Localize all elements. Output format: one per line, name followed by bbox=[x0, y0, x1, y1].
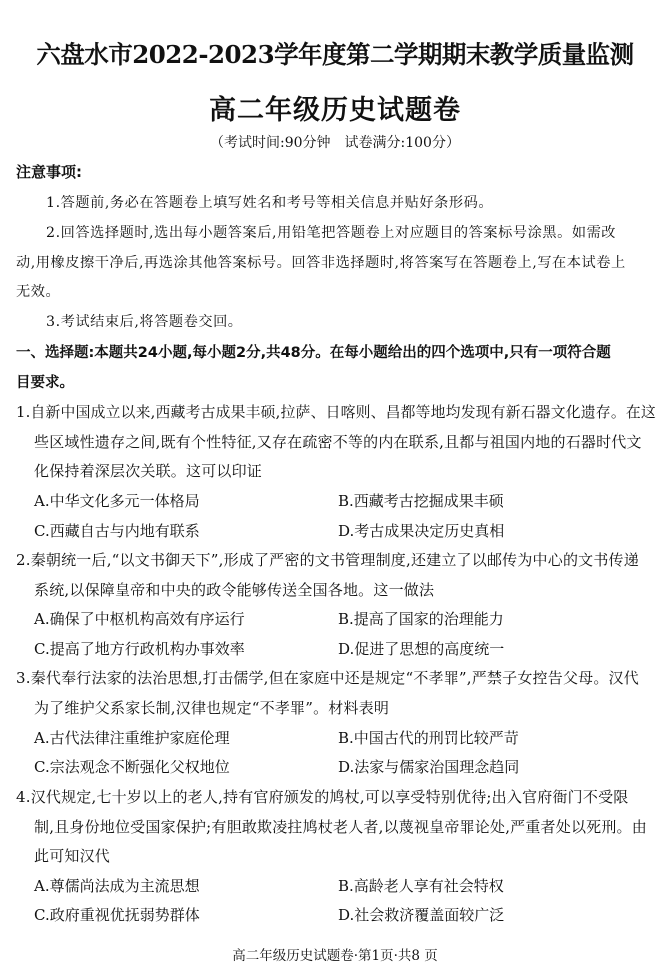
page-footer: 高二年级历史试题卷·第1页·共8 页 bbox=[232, 948, 438, 964]
exam-subtitle: 高二年级历史试题卷 bbox=[209, 95, 461, 126]
question-2-stem-line2: 系统,以保障皇帝和中央的政令能够传送全国各地。这一做法 bbox=[34, 581, 435, 599]
notes-heading: 注意事项: bbox=[16, 163, 82, 181]
question-4-stem-line2: 制,且身份地位受国家保护;有胆敢欺凌拄鸠杖老人者,以蔑视皇帝罪论处,严重者处以死刑。由 bbox=[34, 818, 647, 836]
question-4-option-c: C.政府重视优抚弱势群体 bbox=[34, 906, 200, 924]
note-1: 1.答题前,务必在答题卷上填写姓名和考号等相关信息并贴好条形码。 bbox=[46, 195, 494, 211]
question-4-option-d: D.社会救济覆盖面较广泛 bbox=[338, 906, 505, 924]
question-4-stem: 4.汉代规定,七十岁以上的老人,持有官府颁发的鸠杖,可以享受特别优待;出入官府衙门不受限 bbox=[16, 788, 629, 806]
question-2-stem: 2.秦朝统一后,“以文书御天下”,形成了严密的文书管理制度,还建立了以邮传为中心的文书传递 bbox=[16, 551, 639, 569]
section-heading: 一、选择题:本题共24小题,每小题2分,共48分。在每小题给出的四个选项中,只有一项符合题 bbox=[16, 345, 611, 361]
question-3-option-d: D.法家与儒家治国理念趋同 bbox=[338, 758, 520, 776]
question-4-option-b: B.高龄老人享有社会特权 bbox=[338, 877, 504, 895]
question-1-stem-line2: 些区域性遗存之间,既有个性特征,又存在疏密不等的内在联系,且都与祖国内地的石器时代文 bbox=[34, 433, 642, 451]
question-3-option-a: A.古代法律注重维护家庭伦理 bbox=[34, 729, 230, 747]
question-3-option-c: C.宗法观念不断强化父权地位 bbox=[34, 758, 230, 776]
question-1-stem-line3: 化保持着深层次关联。这可以印证 bbox=[34, 462, 263, 480]
question-4-option-a: A.尊儒尚法成为主流思想 bbox=[34, 877, 200, 895]
exam-title: 六盘水市2022-2023学年度第二学期期末教学质量监测 bbox=[36, 40, 634, 69]
note-2: 2.回答选择题时,选出每小题答案后,用铅笔把答题卷上对应题目的答案标号涂黑。如需改 bbox=[46, 225, 617, 241]
question-2-option-b: B.提高了国家的治理能力 bbox=[338, 610, 504, 628]
question-1-option-b: B.西藏考古挖掘成果丰硕 bbox=[338, 492, 504, 510]
question-2-option-a: A.确保了中枢机构高效有序运行 bbox=[34, 610, 245, 628]
question-1-option-a: A.中华文化多元一体格局 bbox=[34, 492, 200, 510]
note-3: 3.考试结束后,将答题卷交回。 bbox=[46, 314, 243, 330]
question-2-option-c: C.提高了地方行政机构办事效率 bbox=[34, 640, 245, 658]
question-3-option-b: B.中国古代的刑罚比较严苛 bbox=[338, 729, 519, 747]
question-1-option-c: C.西藏自古与内地有联系 bbox=[34, 522, 200, 540]
question-4-stem-line3: 此可知汉代 bbox=[34, 847, 111, 865]
question-3-stem-line2: 为了维护父系家长制,汉律也规定“不孝罪”。材料表明 bbox=[34, 699, 390, 717]
question-1-stem: 1.自新中国成立以来,西藏考古成果丰硕,拉萨、日喀则、昌都等地均发现有新石器文化遗存。在这 bbox=[16, 404, 656, 421]
note-2-end: 无效。 bbox=[16, 284, 61, 300]
question-3-stem: 3.秦代奉行法家的法治思想,打击儒学,但在家庭中还是规定“不孝罪”,严禁子女控告父母。汉代 bbox=[16, 669, 639, 687]
section-heading-continued: 目要求。 bbox=[16, 375, 74, 391]
note-2-continued: 动,用橡皮擦干净后,再选涂其他答案标号。回答非选择题时,将答案写在答题卷上,写在本试卷上 bbox=[16, 255, 626, 271]
question-2-option-d: D.促进了思想的高度统一 bbox=[338, 640, 505, 658]
question-1-option-d: D.考古成果决定历史真相 bbox=[338, 522, 505, 540]
exam-time-and-score: （考试时间:90分钟 试卷满分:100分） bbox=[210, 135, 460, 151]
